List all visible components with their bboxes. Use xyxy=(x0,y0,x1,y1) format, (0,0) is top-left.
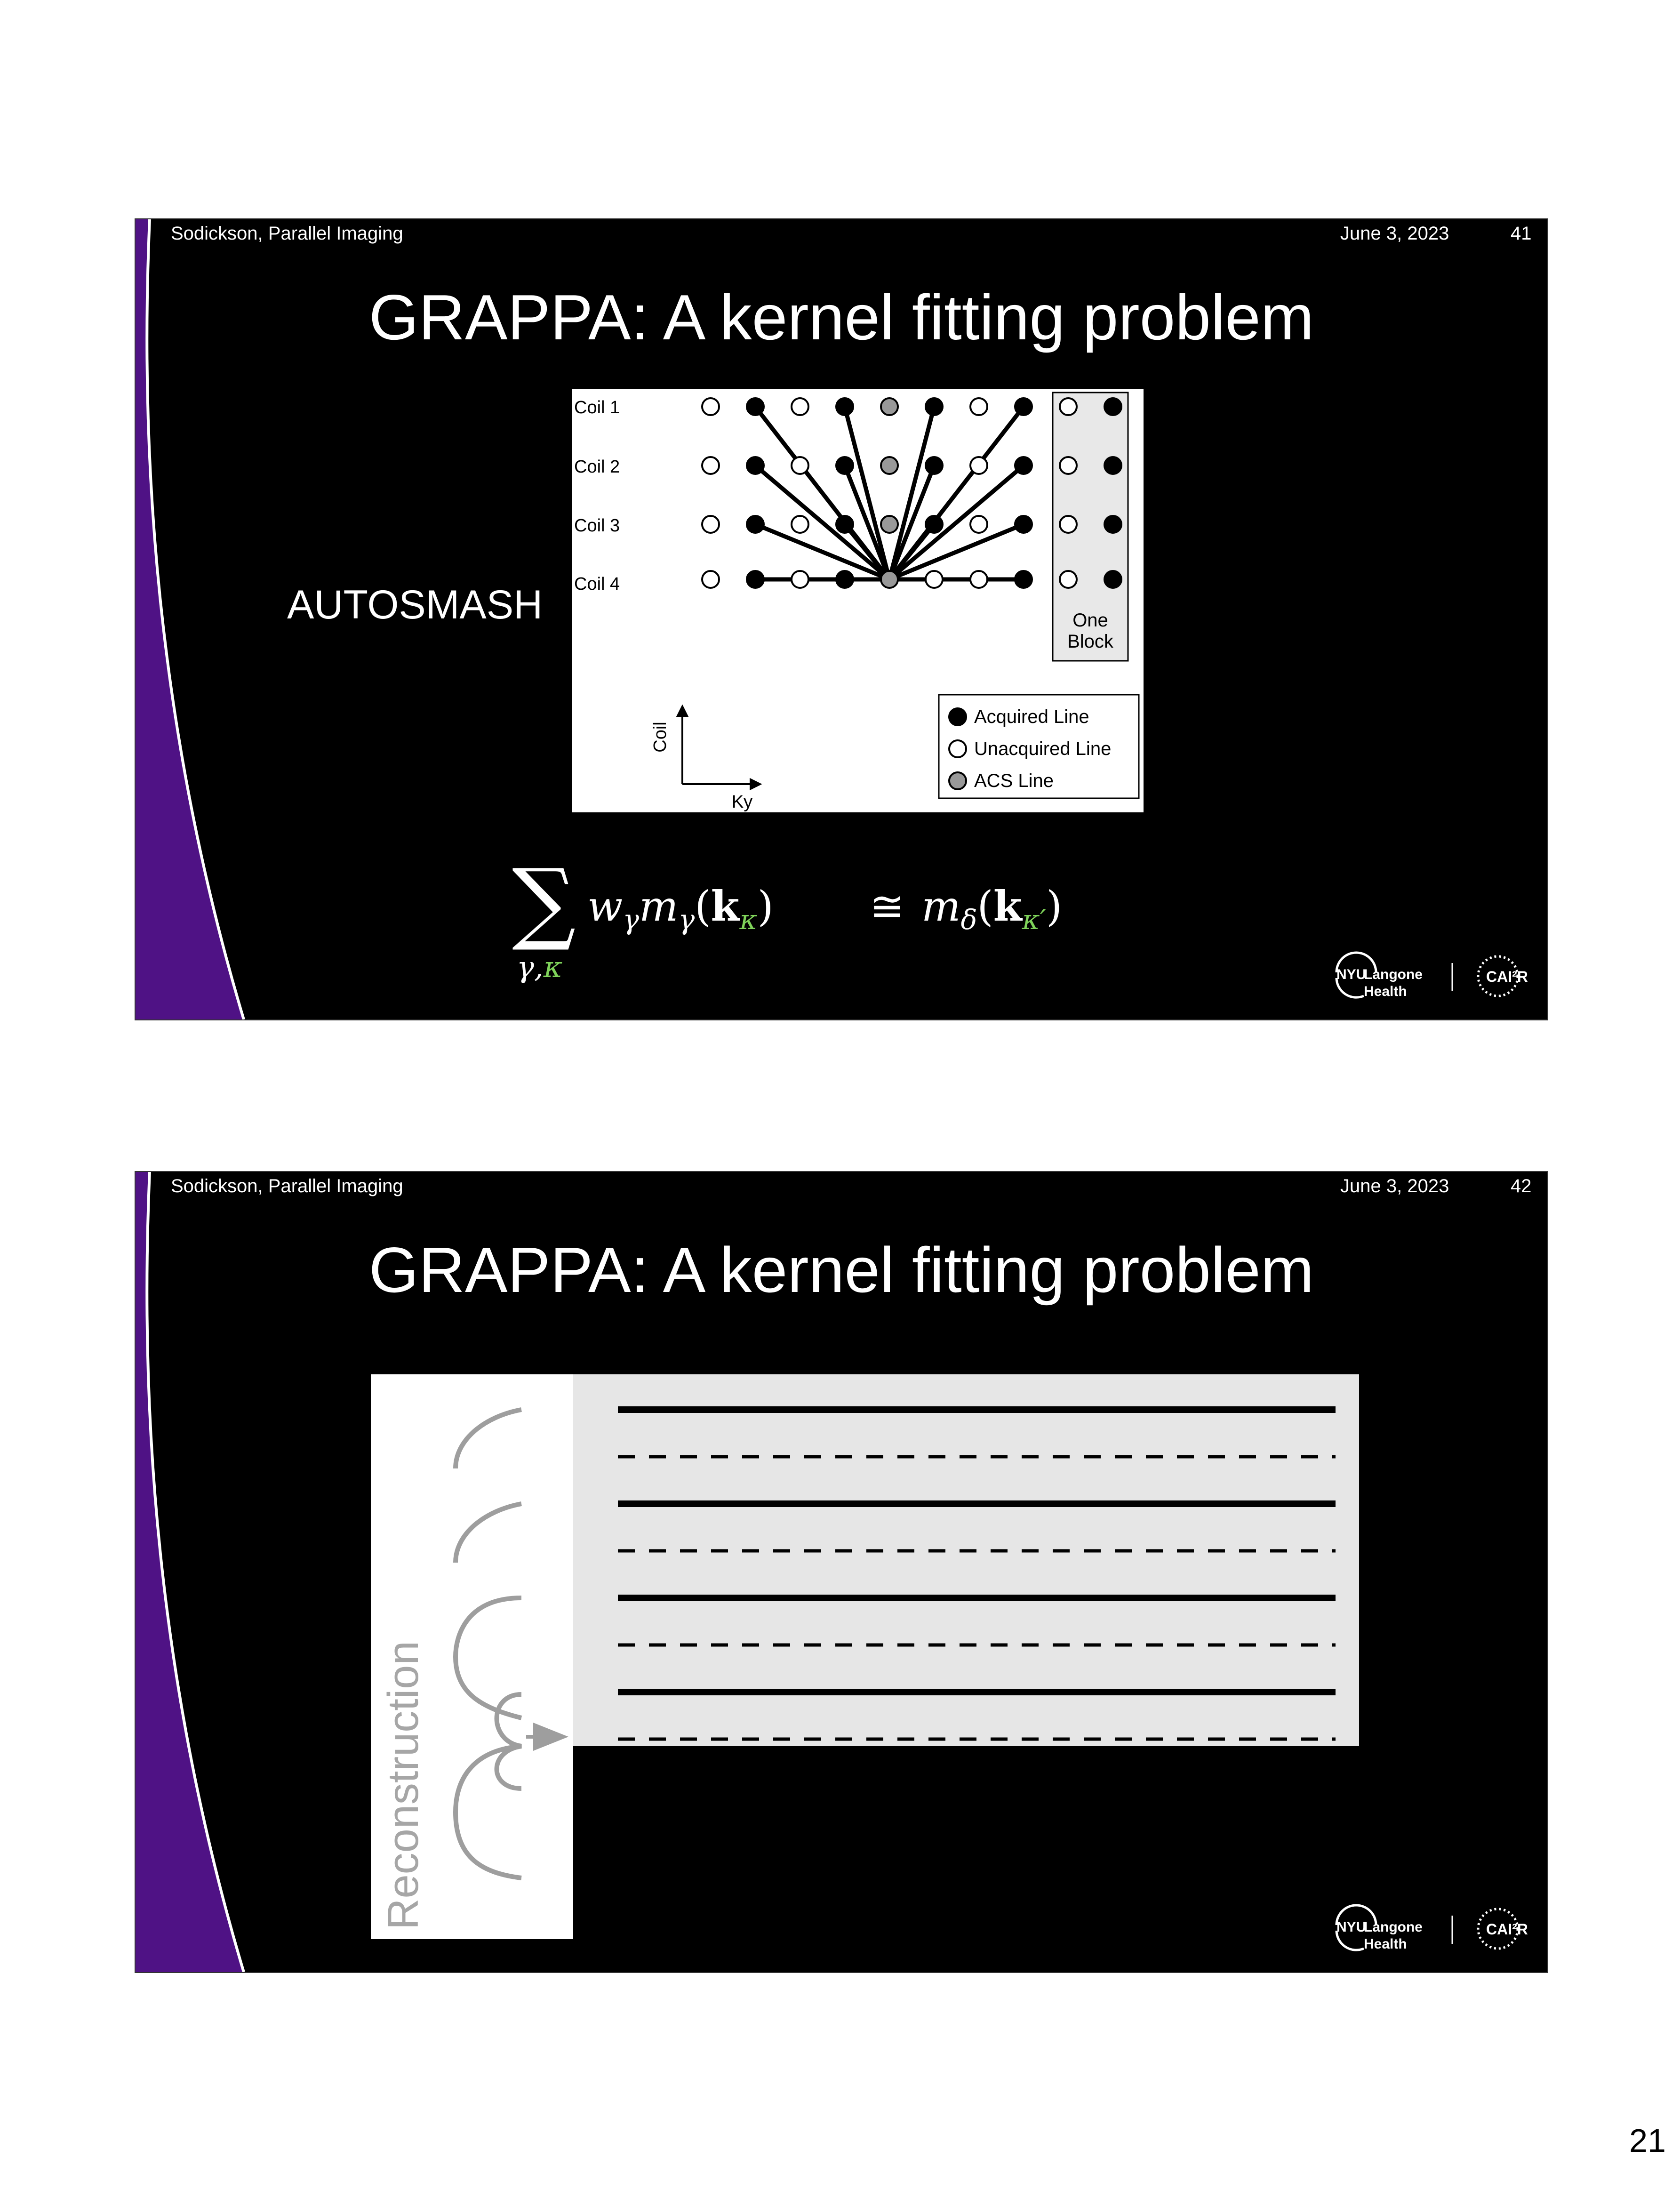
one-block-label-1: One xyxy=(1072,610,1108,631)
svg-text:γ,κ xyxy=(517,950,562,984)
svg-text:Health: Health xyxy=(1364,984,1407,999)
sum-symbol: ∑ xyxy=(512,850,576,954)
sum-sub-gamma: γ, xyxy=(517,950,544,984)
reconstruction-diagram xyxy=(371,1374,1359,1939)
slide-header-author: Sodickson, Parallel Imaging xyxy=(171,223,403,244)
slide-title: GRAPPA: A kernel fitting problem xyxy=(368,281,1314,353)
grappa-equation xyxy=(503,850,1208,991)
nyu-langone-cai2r-logo xyxy=(1331,1901,1538,1953)
slide-header-author: Sodickson, Parallel Imaging xyxy=(171,1176,403,1196)
slide-header-date: June 3, 2023 xyxy=(1340,1176,1449,1196)
axis-label-coil: Coil xyxy=(650,722,670,753)
svg-text:Health: Health xyxy=(1364,1936,1407,1952)
legend-acquired-line: Acquired Line xyxy=(974,706,1089,727)
legend-unacquired-line: Unacquired Line xyxy=(974,738,1112,759)
legend-acs-line: ACS Line xyxy=(974,770,1054,791)
page-number: 21 xyxy=(1629,2122,1666,2159)
slide-number: 42 xyxy=(1511,1176,1532,1196)
reconstruction-label: Reconstruction xyxy=(379,1641,427,1930)
grappa-kernel-diagram xyxy=(572,389,1144,812)
approx-symbol: ≅ xyxy=(870,882,904,931)
legend-acquired-marker xyxy=(949,708,966,725)
legend-unacquired-marker xyxy=(949,740,966,757)
svg-text:Langone: Langone xyxy=(1364,967,1423,982)
svg-text:CAI²R: CAI²R xyxy=(1486,968,1528,985)
legend-acs-marker xyxy=(949,772,966,789)
coil-label-1: Coil 1 xyxy=(574,398,620,417)
slide-number: 41 xyxy=(1511,223,1532,244)
svg-text:NYU: NYU xyxy=(1336,1919,1367,1935)
slide-title: GRAPPA: A kernel fitting problem xyxy=(368,1234,1314,1306)
coil-label-2: Coil 2 xyxy=(574,457,620,477)
equation-rhs: $m_\delta(k_{\kappa'})$ xyxy=(921,882,1063,936)
svg-text:Langone: Langone xyxy=(1364,1919,1423,1935)
axis-label-ky: Ky xyxy=(731,792,753,812)
coil-label-4: Coil 4 xyxy=(574,574,620,594)
slide-42 xyxy=(136,1172,1547,1972)
coil-label-3: Coil 3 xyxy=(574,516,620,536)
svg-text:NYU: NYU xyxy=(1336,967,1367,982)
equation-lhs: $w_\gamma m_\gamma(k_\kappa)$ xyxy=(587,882,774,936)
svg-text:CAI²R: CAI²R xyxy=(1486,1921,1528,1938)
slide-41 xyxy=(136,219,1547,1019)
nyu-langone-cai2r-logo xyxy=(1331,949,1538,1001)
one-block-label-2: Block xyxy=(1067,631,1113,652)
sum-sub-kappa: κ xyxy=(543,950,563,984)
slide-header-date: June 3, 2023 xyxy=(1340,223,1449,244)
autosmash-label: AUTOSMASH xyxy=(287,582,543,627)
